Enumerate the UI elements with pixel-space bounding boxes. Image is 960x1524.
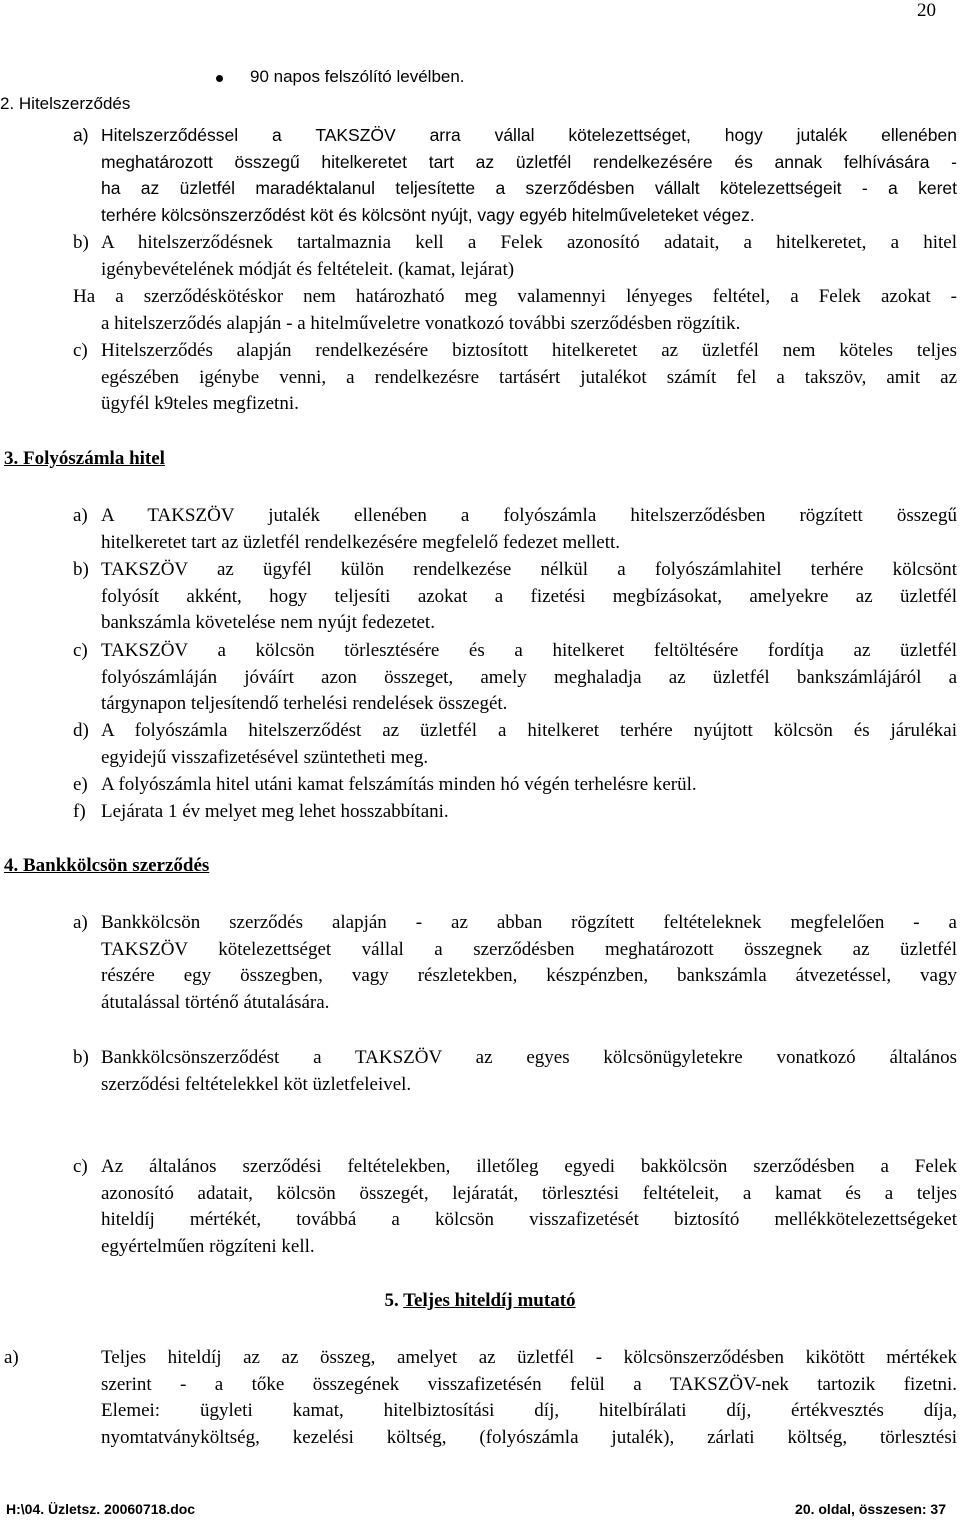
text-line: Elemei: ügyleti kamat, hitelbiztosítási díj, hitelbírálati díj, értékvesztés díja, — [101, 1400, 957, 1421]
text-line: a hitelszerződés alapján - a hitelműveletre vonatkozó további szerződésben rögzítik. — [101, 312, 741, 334]
text-line: TAKSZÖV az ügyfél külön rendelkezése nélkül a folyószámlahitel terhére kölcsönt — [101, 559, 957, 580]
section-2-item-a — [73, 122, 957, 228]
section-4-item-a — [73, 910, 957, 1016]
item-label: f) — [73, 801, 86, 822]
item-label: c) — [73, 340, 88, 361]
section-3-item-c — [73, 638, 957, 718]
text-line: egyértelműen rögzíteni kell. — [101, 1235, 315, 1257]
item-label: b) — [73, 232, 89, 253]
section-3-item-b — [73, 557, 957, 637]
text-line: terhére kölcsönszerződést köt és kölcsönt nyújt, vagy egyéb hitelműveleteket végez. — [101, 204, 755, 225]
text-line: A hitelszerződésnek tartalmaznia kell a Felek azonosító adatait, a hitelkeretet, a hitel — [101, 232, 957, 253]
text-line: meghatározott összegű hitelkeretet tart az üzletfél rendelkezésére és annak felhívására - — [101, 151, 957, 172]
item-label: a) — [4, 1347, 19, 1368]
footer-page-count: 20. oldal, összesen: 37 — [795, 1501, 946, 1517]
item-label: c) — [73, 1156, 88, 1177]
text-line: Hitelszerződés alapján rendelkezésére biztosított hitelkeretet az üzletfél nem köteles teljes — [101, 340, 957, 361]
page-number: 20 — [917, 0, 936, 21]
text-line: részére egy összegben, vagy részletekben, készpénzben, bankszámla átvezetéssel, vagy — [101, 965, 957, 986]
text-line: ügyfél k9teles megfizetni. — [101, 393, 299, 414]
section-3-item-d — [73, 718, 957, 771]
item-label: a) — [73, 505, 88, 526]
text-line: A folyószámla hitel utáni kamat felszámítás minden hó végén terhelésre kerül. — [101, 774, 697, 795]
text-line: azonosító adatait, kölcsön összegét, lejáratát, törlesztési feltételeit, a kamat és a teljes — [101, 1182, 957, 1204]
text-line: hiteldíj mértékét, továbbá a kölcsön visszafizetését biztosító mellékkötelezettségeket — [101, 1209, 957, 1230]
footer-filename: H:\04. Üzletsz. 20060718.doc — [6, 1501, 196, 1517]
section-5-item-a — [4, 1345, 957, 1451]
text-line: Hitelszerződéssel a TAKSZÖV arra vállal kötelezettséget, hogy jutalék ellenében — [101, 125, 957, 145]
section-5-number: 5. — [384, 1290, 399, 1311]
item-label: b) — [73, 559, 89, 580]
section-3-item-a — [73, 503, 957, 556]
section-2-heading: 2. Hitelszerződés — [0, 94, 131, 113]
text-line: igénybevételének módját és feltételeit. (kamat, lejárat) — [101, 258, 515, 280]
section-3-heading — [4, 448, 165, 470]
section-5-title: Teljes hiteldíj mutató — [403, 1290, 576, 1311]
text-line: nyomtatványköltség, kezelési költség, (folyószámla jutalék), zárlati költség, törlesztési — [101, 1426, 957, 1448]
section-3-item-f — [73, 799, 957, 826]
bullet-dot-icon — [216, 75, 223, 82]
text-line: szerint - a tőke összegének visszafizetésén felül a TAKSZÖV-nek tartozik fizetni. — [101, 1373, 957, 1395]
text-line: TAKSZÖV kötelezettséget vállal a szerződésben meghatározott összegnek az üzletfél — [101, 938, 957, 960]
text-line: egyidejű visszafizetésével szüntetheti meg. — [101, 746, 429, 768]
text-line: Bankkölcsönszerződést a TAKSZÖV az egyes kölcsönügyletekre vonatkozó általános — [101, 1047, 957, 1068]
item-label: a) — [73, 125, 89, 145]
item-label: b) — [73, 1047, 89, 1068]
text-line: Bankkölcsön szerződés alapján - az abban rögzített feltételeknek megfelelően - a — [101, 912, 957, 933]
text-line: Az általános szerződési feltételekben, illetőleg egyedi bakkölcsön szerződésben a Felek — [101, 1156, 957, 1177]
text-line: Ha a szerződéskötéskor nem határozható meg valamennyi lényeges feltétel, a Felek azokat - — [73, 286, 957, 307]
text-line: szerződési feltételekkel köt üzletfeleivel. — [101, 1073, 412, 1095]
item-label: a) — [73, 912, 88, 933]
section-4-heading-text: 4. Bankkölcsön szerződés — [4, 855, 210, 876]
item-label: e) — [73, 774, 88, 795]
section-3-item-e — [73, 772, 957, 799]
text-line: ha az üzletfél maradéktalanul teljesítette a szerződésben vállalt kötelezettségeit - a keret — [101, 178, 957, 198]
section-3-heading-text: 3. Folyószámla hitel — [4, 448, 165, 469]
section-2-item-b-note — [73, 284, 957, 337]
section-5-heading — [0, 1290, 960, 1312]
section-4-item-c — [73, 1154, 957, 1260]
item-label: d) — [73, 720, 89, 741]
text-line: hitelkeretet tart az üzletfél rendelkezésére megfelelő fedezet mellett. — [101, 531, 621, 553]
section-2-item-b — [73, 230, 957, 283]
bullet-text: 90 napos felszólító levélben. — [250, 67, 465, 86]
text-line: Lejárata 1 év melyet meg lehet hosszabbítani. — [101, 801, 449, 822]
section-4-item-b — [73, 1045, 957, 1098]
text-line: bankszámla követelése nem nyújt fedezetet. — [101, 612, 435, 633]
text-line: tárgynapon teljesítendő terhelési rendelések összegét. — [101, 693, 508, 714]
text-line: A TAKSZÖV jutalék ellenében a folyószámla hitelszerződésben rögzített összegű — [101, 505, 957, 526]
section-2-item-c — [73, 338, 957, 418]
item-label: c) — [73, 640, 88, 661]
text-line: Teljes hiteldíj az az összeg, amelyet az üzletfél - kölcsönszerződésben kikötött mértékek — [101, 1347, 957, 1368]
section-4-heading — [4, 855, 209, 877]
text-line: A folyószámla hitelszerződést az üzletfél a hitelkeret terhére nyújtott kölcsön és járulékai — [101, 720, 957, 741]
text-line: TAKSZÖV a kölcsön törlesztésére és a hitelkeret feltöltésére fordítja az üzletfél — [101, 640, 957, 661]
text-line: átutalással történő átutalására. — [101, 991, 330, 1013]
text-line: egészében igénybe venni, a rendelkezésre tartásért jutalékot számít fel a takszöv, amit az — [101, 366, 957, 388]
text-line: folyósít akként, hogy teljesíti azokat a fizetési megbízásokat, amelyekre az üzletfél — [101, 585, 957, 607]
text-line: folyószámláján jóváírt azon összeget, amely meghaladja az üzletfél bankszámlájáról a — [101, 666, 957, 688]
